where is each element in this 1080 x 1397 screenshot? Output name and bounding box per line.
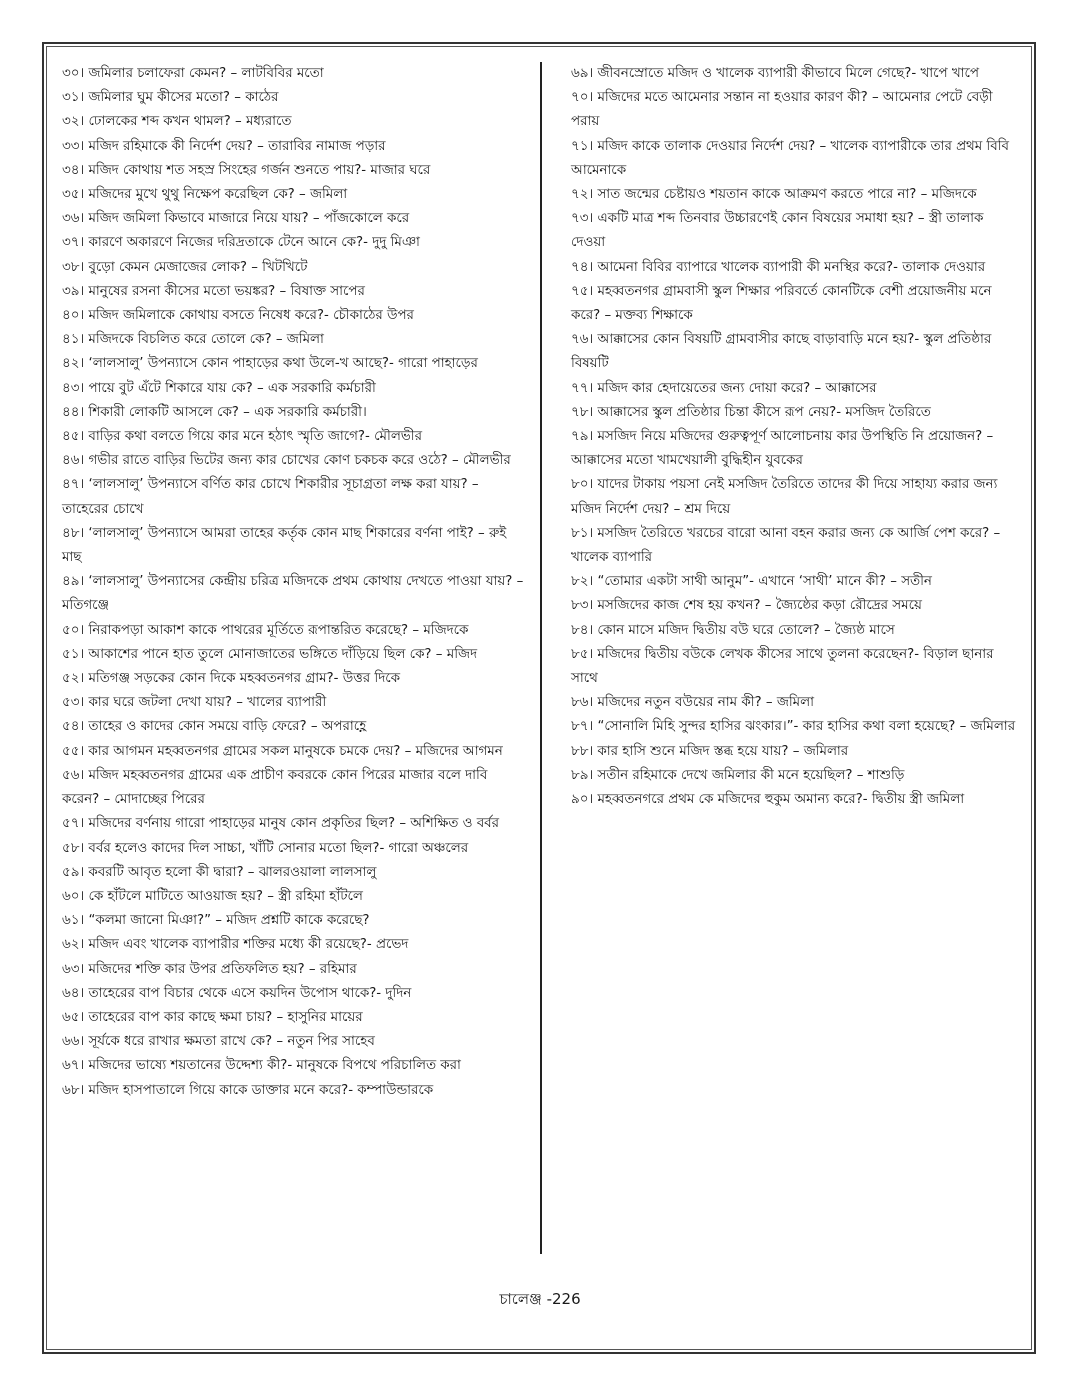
question-answer-item: ৬১। “কলমা জানো মিঞা?” – মজিদ প্রশ্নটি কাকে করেছে? bbox=[62, 913, 370, 929]
question-answer-item: ৮৯। সতীন রহিমাকে দেখে জমিলার কী মনে হয়েছিল? – শাশুড়ি bbox=[571, 767, 905, 783]
question-answer-item: ৬৯। জীবনস্রোতে মজিদ ও খালেক ব্যাপারী কীভাবে মিলে গেছে?- খাপে খাপে bbox=[571, 66, 980, 81]
question-answer-item: ৭৭। মজিদ কার হেদায়েতের জন্য দোয়া করে? – আক্কাসের bbox=[571, 380, 877, 396]
question-answer-item: ৭৩। একটি মাত্র শব্দ তিনবার উচ্চারণেই কোন বিষয়ের সমাধা হয়? – স্ত্রী তালাক দেওয়া bbox=[571, 211, 984, 251]
question-answer-item: ৫৬। মজিদ মহব্বতনগর গ্রামের এক প্রাচীণ কবরকে কোন পিরের মাজার বলে দাবি করেন? – মোদাচ্ছের পিরের bbox=[62, 767, 488, 808]
question-answer-item: ৩০। জমিলার চলাফেরা কেমন? – লাটবিবির মতো bbox=[62, 66, 324, 81]
question-answer-item: ৪২। ‘লালসালু’ উপন্যাসে কোন পাহাড়ের কথা উলে-খ আছে?- গারো পাহাড়ের bbox=[62, 356, 478, 372]
question-answer-item: ৬৩। মজিদের শক্তি কার উপর প্রতিফলিত হয়? – রহিমার bbox=[62, 961, 357, 977]
question-answer-item: ৪৮। ‘লালসালু’ উপন্যাসে আমরা তাহের কর্তৃক কোন মাছ শিকারের বর্ণনা পাই? – রুই মাছ bbox=[62, 525, 507, 566]
question-answer-item: ৮৫। মজিদের দ্বিতীয় বউকে লেখক কীসের সাথে তুলনা করেছেন?- বিড়াল ছানার সাথে bbox=[571, 646, 994, 687]
question-answer-item: ৭২। সাত জন্মের চেষ্টায়ও শয়তান কাকে আক্রমণ করতে পারে না? – মজিদকে bbox=[571, 187, 977, 203]
question-answer-item: ৩২। ঢোলকের শব্দ কখন থামল? – মধ্যরাতে bbox=[62, 114, 292, 130]
question-answer-item: ৮৬। মজিদের নতুন বউয়ের নাম কী? – জমিলা bbox=[571, 695, 814, 711]
question-answer-item: ৫৮। বর্বর হলেও কাদের দিল সাচ্চা, খাঁটি সোনার মতো ছিল?- গারো অঞ্চলের bbox=[62, 840, 469, 856]
question-answer-item: ৫৯। কবরটি আবৃত হলো কী দ্বারা? – ঝালরওয়ালা লালসালু bbox=[62, 864, 377, 880]
question-answer-item: ৩৫। মজিদের মুখে থুথু নিক্ষেপ করেছিল কে? – জমিলা bbox=[62, 187, 348, 203]
question-answer-item: ৫৩। কার ঘরে জটলা দেখা যায়? – খালের ব্যাপারী bbox=[62, 695, 327, 711]
left-column bbox=[62, 62, 524, 1103]
question-answer-item: ৫২। মতিগঞ্জ সড়কের কোন দিকে মহব্বতনগর গ্রাম?- উত্তর দিকে bbox=[62, 671, 400, 687]
question-answer-item: ৬৪। তাহেরের বাপ বিচার থেকে এসে কয়দিন উপোস থাকে?- দুদিন bbox=[62, 985, 412, 1001]
question-answer-item: ৮১। মসজিদ তৈরিতে খরচের বারো আনা বহন করার জন্য কে আর্জি পেশ করে? – খালেক ব্যাপারি bbox=[571, 525, 1001, 566]
question-answer-item: ৪৭। ‘লালসালু’ উপন্যাসে বর্ণিত কার চোখে শিকারীর সূচাগ্রতা লক্ষ করা যায়? – তাহেরের চোখে bbox=[62, 477, 479, 517]
question-answer-item: ৪৬। গভীর রাতে বাড়ির ভিটের জন্য কার চোখের কোণ চকচক করে ওঠে? – মৌলভীর bbox=[62, 453, 511, 469]
question-answer-item: ৬৭। মজিদের ভাষ্যে শয়তানের উদ্দেশ্য কী?- মানুষকে বিপথে পরিচালিত করা bbox=[62, 1058, 461, 1074]
question-answer-item: ৩৭। কারণে অকারণে নিজের দরিদ্রতাকে টেনে আনে কে?- দুদু মিঞা bbox=[62, 235, 420, 251]
question-answer-item: ৪৫। বাড়ির কথা বলতে গিয়ে কার মনে হঠাৎ স্মৃতি জাগে?- মৌলভীর bbox=[62, 429, 422, 445]
question-answer-item: ৫১। আকাশের পানে হাত তুলে মোনাজাতের ভঙ্গিতে দাঁড়িয়ে ছিল কে? – মজিদ bbox=[62, 646, 478, 662]
question-answer-item: ৪১। মজিদকে বিচলিত করে তোলে কে? – জমিলা bbox=[62, 332, 324, 348]
question-answer-item: ৪৪। শিকারী লোকটি আসলে কে? – এক সরকারি কর্মচারী। bbox=[62, 404, 367, 420]
page-footer: চালেঞ্জ -226 bbox=[499, 1290, 581, 1308]
question-answer-item: ৭০। মজিদের মতে আমেনার সন্তান না হওয়ার কারণ কী? – আমেনার পেটে বেড়ী পরায় bbox=[571, 90, 993, 130]
question-answer-item: ৩৯। মানুষের রসনা কীসের মতো ভয়ঙ্কর? – বিষাক্ত সাপের bbox=[62, 283, 365, 299]
question-answer-item: ৮২। “তোমার একটা সাথী আনুম”- এখানে ‘সাথী’ মানে কী? – সতীন bbox=[571, 574, 932, 590]
question-answer-item: ৭১। মজিদ কাকে তালাক দেওয়ার নির্দেশ দেয়? – খালেক ব্যাপারীকে তার প্রথম বিবি আমেনাকে bbox=[571, 138, 1009, 178]
question-answer-item: ৭৬। আক্কাসের কোন বিষয়টি গ্রামবাসীর কাছে বাড়াবাড়ি মনে হয়?- স্কুল প্রতিষ্ঠার বিষয়টি bbox=[571, 332, 992, 372]
question-answer-item: ৯০। মহব্বতনগরে প্রথম কে মজিদের হুকুম অমান্য করে?- দ্বিতীয় স্ত্রী জমিলা bbox=[571, 792, 965, 808]
question-answer-item: ৮৩। মসজিদের কাজ শেষ হয় কখন? – জ্যৈষ্ঠের কড়া রৌদ্রের সময়ে bbox=[571, 598, 922, 614]
right-column bbox=[571, 62, 1017, 812]
column-divider bbox=[540, 62, 542, 1254]
question-answer-item: ৩৬। মজিদ জমিলা কিভাবে মাজারে নিয়ে যায়? – পাঁজকোলে করে bbox=[62, 211, 410, 227]
question-answer-item: ৮৮। কার হাসি শুনে মজিদ স্তব্ধ হয়ে যায়? – জমিলার bbox=[571, 743, 849, 759]
question-answer-item: ৫০। নিরাকপড়া আকাশ কাকে পাথরের মূর্তিতে রূপান্তরিত করেছে? – মজিদকে bbox=[62, 622, 469, 638]
question-answer-item: ৪০। মজিদ জমিলাকে কোথায় বসতে নিষেধ করে?- চৌকাঠের উপর bbox=[62, 308, 414, 324]
question-answer-item: ৮০। যাদের টাকায় পয়সা নেই মসজিদ তৈরিতে তাদের কী দিয়ে সাহায্য করার জন্য মজিদ নির্দেশ দেয়? – শ্রম দিয়ে bbox=[571, 477, 998, 517]
question-answer-item: ৮৪। কোন মাসে মজিদ দ্বিতীয় বউ ঘরে তোলে? – জ্যৈষ্ঠ মাসে bbox=[571, 622, 895, 638]
question-answer-item: ৩১। জমিলার ঘুম কীসের মতো? – কাঠের bbox=[62, 90, 279, 106]
question-answer-item: ৬৬। সূর্যকে ধরে রাখার ক্ষমতা রাখে কে? – নতুন পির সাহেব bbox=[62, 1034, 375, 1050]
question-answer-item: ৭৯। মসজিদ নিয়ে মজিদের গুরুত্বপূর্ণ আলোচনায় কার উপস্থিতি নি প্রয়োজন? – আক্কাসের মতো খামখেয়ালী বুদ্ধিহীন যুবকের bbox=[571, 429, 994, 469]
question-answer-item: ৫৫। কার আগমন মহব্বতনগর গ্রামের সকল মানুষকে চমকে দেয়? – মজিদের আগমন bbox=[62, 743, 503, 759]
question-answer-item: ৫৭। মজিদের বর্ণনায় গারো পাহাড়ের মানুষ কোন প্রকৃতির ছিল? – অশিক্ষিত ও বর্বর bbox=[62, 816, 499, 832]
question-answer-item: ৫৪। তাহের ও কাদের কোন সময়ে বাড়ি ফেরে? – অপরাহ্ণে bbox=[62, 719, 367, 735]
question-answer-item: ৩৪। মজিদ কোথায় শত সহস্র সিংহের গর্জন শুনতে পায়?- মাজার ঘরে bbox=[62, 162, 431, 178]
question-answer-item: ৩৩। মজিদ রহিমাকে কী নির্দেশ দেয়? – তারাবির নামাজ পড়ার bbox=[62, 138, 386, 154]
question-answer-item: ৭৫। মহব্বতনগর গ্রামবাসী স্কুল শিক্ষার পরিবর্তে কোনটিকে বেশী প্রয়োজনীয় মনে করে? – মক্তব্য শিক্ষাকে bbox=[571, 283, 992, 324]
question-answer-item: ৬৮। মজিদ হাসপাতালে গিয়ে কাকে ডাক্তার মনে করে?- কম্পাউন্ডারকে bbox=[62, 1082, 434, 1098]
question-answer-item: ৪৩। পায়ে বুট এঁটে শিকারে যায় কে? – এক সরকারি কর্মচারী bbox=[62, 380, 376, 396]
question-answer-item: ৩৮। বুড়ো কেমন মেজাজের লোক? – খিটখিটে bbox=[62, 259, 308, 275]
question-answer-item: ৬৫। তাহেরের বাপ কার কাছে ক্ষমা চায়? – হাসুনির মায়ের bbox=[62, 1009, 363, 1025]
question-answer-item: ৭৪। আমেনা বিবির ব্যাপারে খালেক ব্যাপারী কী মনস্থির করে?- তালাক দেওয়ার bbox=[571, 259, 986, 275]
question-answer-item: ৭৮। আক্কাসের স্কুল প্রতিষ্ঠার চিন্তা কীসে রূপ নেয়?- মসজিদ তৈরিতে bbox=[571, 404, 931, 420]
question-answer-item: ৬০। কে হাঁটলে মাটিতে আওয়াজ হয়? – স্ত্রী রহিমা হাঁটলে bbox=[62, 888, 363, 904]
question-answer-item: ৮৭। “সোনালি মিহি সুন্দর হাসির ঝংকার।”- কার হাসির কথা বলা হয়েছে? – জমিলার bbox=[571, 719, 1016, 735]
question-answer-item: ৪৯। ‘লালসালু’ উপন্যাসের কেন্দ্রীয় চরিত্র মজিদকে প্রথম কোথায় দেখতে পাওয়া যায়? – মতিগঞ্জে bbox=[62, 574, 524, 614]
question-answer-item: ৬২। মজিদ এবং খালেক ব্যাপারীর শক্তির মধ্যে কী রয়েছে?- প্রভেদ bbox=[62, 937, 409, 953]
